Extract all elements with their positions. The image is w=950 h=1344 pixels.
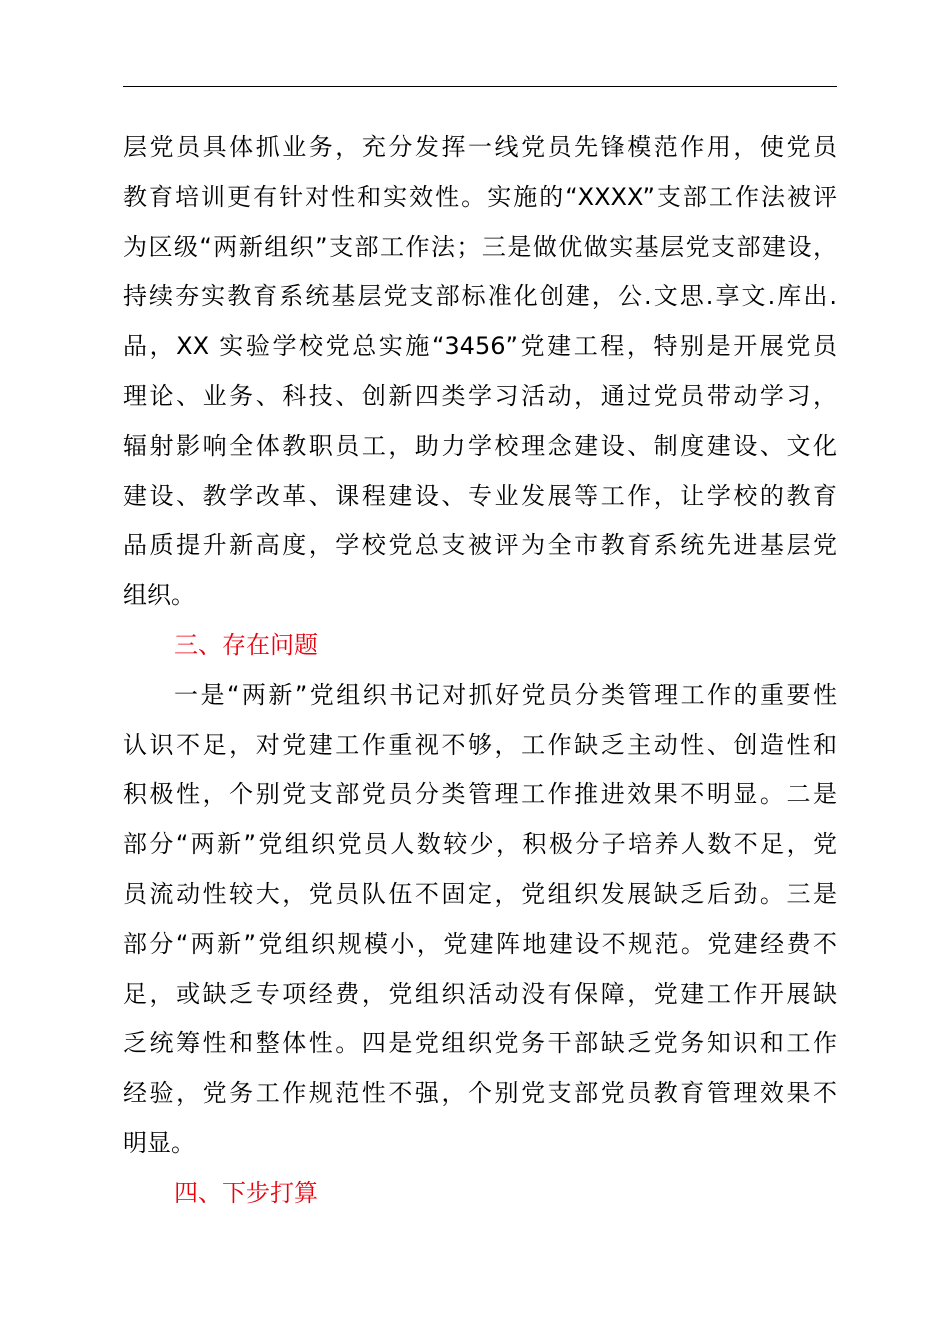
header-rule xyxy=(123,86,837,87)
text-line: 经验，党务工作规范性不强，个别党支部党员教育管理效果不 xyxy=(123,1079,837,1108)
text-line: 教育培训更有针对性和实效性。实施的“XXXX”支部工作法被评 xyxy=(123,182,837,211)
text-line: 持续夯实教育系统基层党支部标准化创建，公.文思.享文.库出. xyxy=(123,282,837,311)
section-heading-problems: 三、存在问题 xyxy=(174,630,318,659)
text-line: 一是“两新”党组织书记对抓好党员分类管理工作的重要性 xyxy=(174,680,837,709)
text-line: 乏统筹性和整体性。四是党组织党务干部缺乏党务知识和工作 xyxy=(123,1029,837,1058)
text-line: 认识不足，对党建工作重视不够，工作缺乏主动性、创造性和 xyxy=(123,730,837,759)
text-line: 理论、业务、科技、创新四类学习活动，通过党员带动学习， xyxy=(123,381,837,410)
text-line: 建设、教学改革、课程建设、专业发展等工作，让学校的教育 xyxy=(123,481,837,510)
text-line: 品质提升新高度，学校党总支被评为全市教育系统先进基层党 xyxy=(123,531,837,560)
text-line: 积极性，个别党支部党员分类管理工作推进效果不明显。二是 xyxy=(123,780,837,809)
paragraph-problems xyxy=(123,671,837,1169)
text-line: 组织。 xyxy=(123,581,195,610)
document-body xyxy=(123,123,837,1219)
text-line: 员流动性较大，党员队伍不固定，党组织发展缺乏后劲。三是 xyxy=(123,879,837,908)
section-heading-next-steps: 四、下步打算 xyxy=(174,1178,318,1207)
text-line: 足，或缺乏专项经费，党组织活动没有保障，党建工作开展缺 xyxy=(123,979,837,1008)
text-line: 部分“两新”党组织规模小，党建阵地建设不规范。党建经费不 xyxy=(123,929,837,958)
paragraph-achievements xyxy=(123,123,837,621)
text-line: 品，XX 实验学校党总实施“3456”党建工程，特别是开展党员 xyxy=(123,332,837,361)
text-line: 层党员具体抓业务，充分发挥一线党员先锋模范作用，使党员 xyxy=(123,133,837,161)
text-line: 辐射影响全体教职员工，助力学校理念建设、制度建设、文化 xyxy=(123,431,837,460)
text-line: 明显。 xyxy=(123,1128,195,1157)
text-line: 部分“两新”党组织党员人数较少，积极分子培养人数不足，党 xyxy=(123,830,837,859)
text-line: 为区级“两新组织”支部工作法；三是做优做实基层党支部建设， xyxy=(123,232,837,261)
